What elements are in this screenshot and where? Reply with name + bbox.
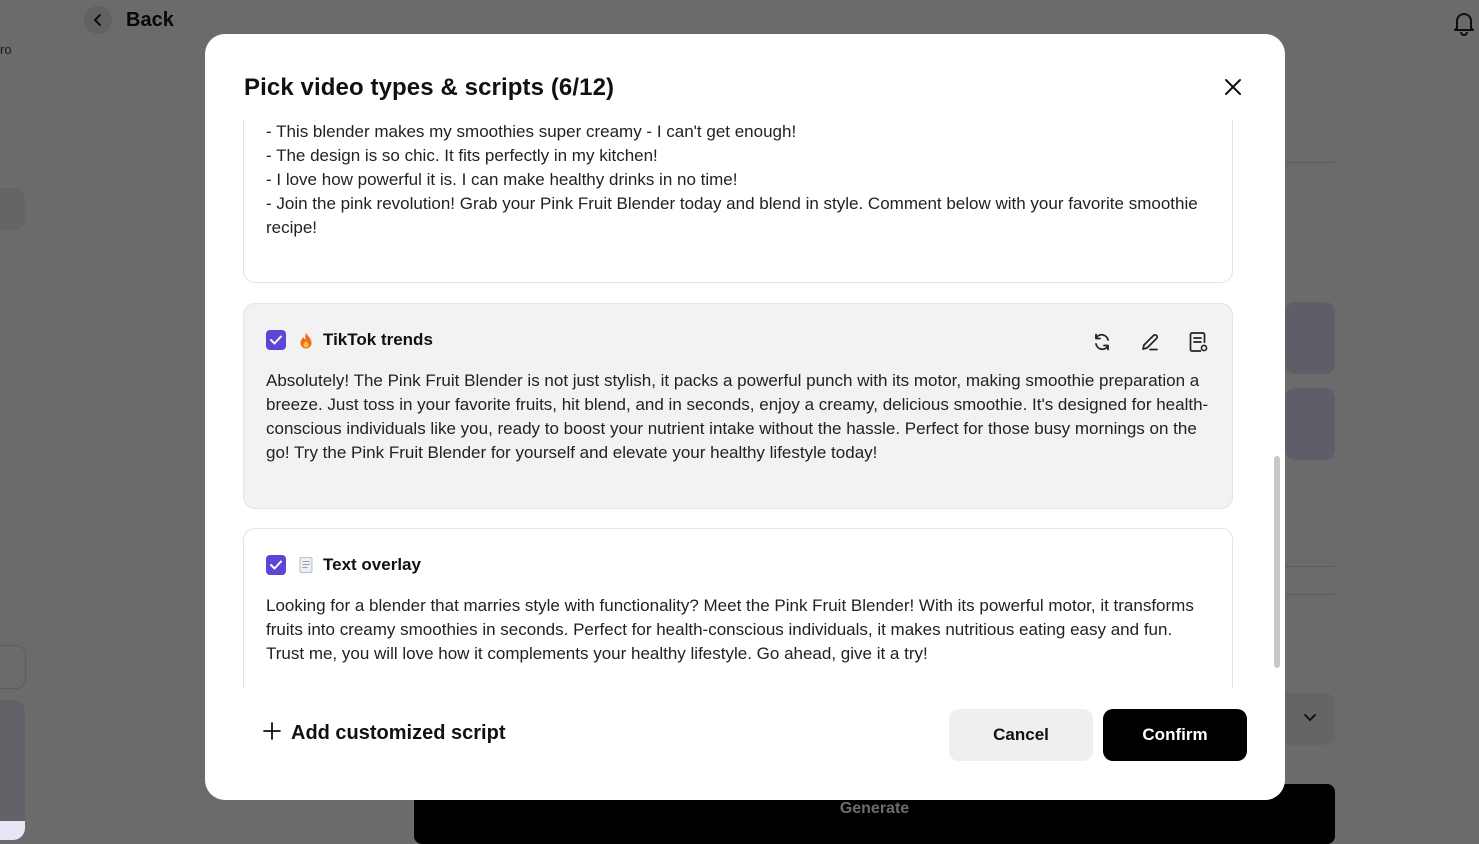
card-checkbox[interactable] xyxy=(266,555,286,575)
cancel-button[interactable]: Cancel xyxy=(949,709,1093,761)
scrollbar-thumb[interactable] xyxy=(1274,456,1280,668)
card-title: TikTok trends xyxy=(323,330,433,349)
edit-icon[interactable] xyxy=(1138,330,1162,354)
script-list[interactable] xyxy=(243,120,1235,688)
script-details-icon[interactable] xyxy=(1186,330,1210,354)
card-header xyxy=(266,328,433,352)
plus-icon xyxy=(263,722,281,745)
script-picker-modal xyxy=(205,34,1285,800)
script-card[interactable] xyxy=(243,120,1233,283)
card-checkbox[interactable] xyxy=(266,330,286,350)
confirm-button[interactable]: Confirm xyxy=(1103,709,1247,761)
add-customized-script-button[interactable] xyxy=(263,722,505,745)
script-card[interactable] xyxy=(243,303,1233,509)
card-title: Text overlay xyxy=(323,555,421,574)
script-body: Looking for a blender that marries style with functionality? Meet the Pink Fruit Blender! With its powerful motor, it transforms fruits into creamy smoothies in seconds. Perfect for health-conscious individuals, it makes nutritious eating easy and fun. Trust me, you will love how it complements your healthy lifestyle. Go ahead, give it a try! xyxy=(266,596,1199,663)
script-body: Absolutely! The Pink Fruit Blender is not just stylish, it packs a powerful punch with its motor, making smoothie preparation a breeze. Just toss in your favorite fruits, hit blend, and in seconds, enjoy a creamy, delicious smoothie. It's designed for health-conscious individuals like you, ready to boost your nutrient intake without the hassle. Perfect for those busy mornings on the go! Try the Pink Fruit Blender for yourself and elevate your healthy lifestyle today! xyxy=(266,371,1209,462)
modal-title: Pick video types & scripts (6/12) xyxy=(244,74,615,101)
add-script-label: Add customized script xyxy=(291,722,506,744)
regenerate-icon[interactable] xyxy=(1090,330,1114,354)
close-icon[interactable] xyxy=(1221,75,1245,99)
script-body: - This blender makes my smoothies super creamy - I can't get enough! - The design is so chic. It fits perfectly in my kitchen! - I love how powerful it is. I can make healthy drinks in no time! - Join the pink revolution! Grab your Pink Fruit Blender today and blend in style. Comment below with your favorite smoothie recipe! xyxy=(266,122,1198,237)
card-actions xyxy=(1090,330,1210,354)
card-header xyxy=(266,553,421,577)
document-icon xyxy=(298,556,314,574)
fire-icon xyxy=(298,331,314,349)
script-card[interactable] xyxy=(243,528,1233,688)
